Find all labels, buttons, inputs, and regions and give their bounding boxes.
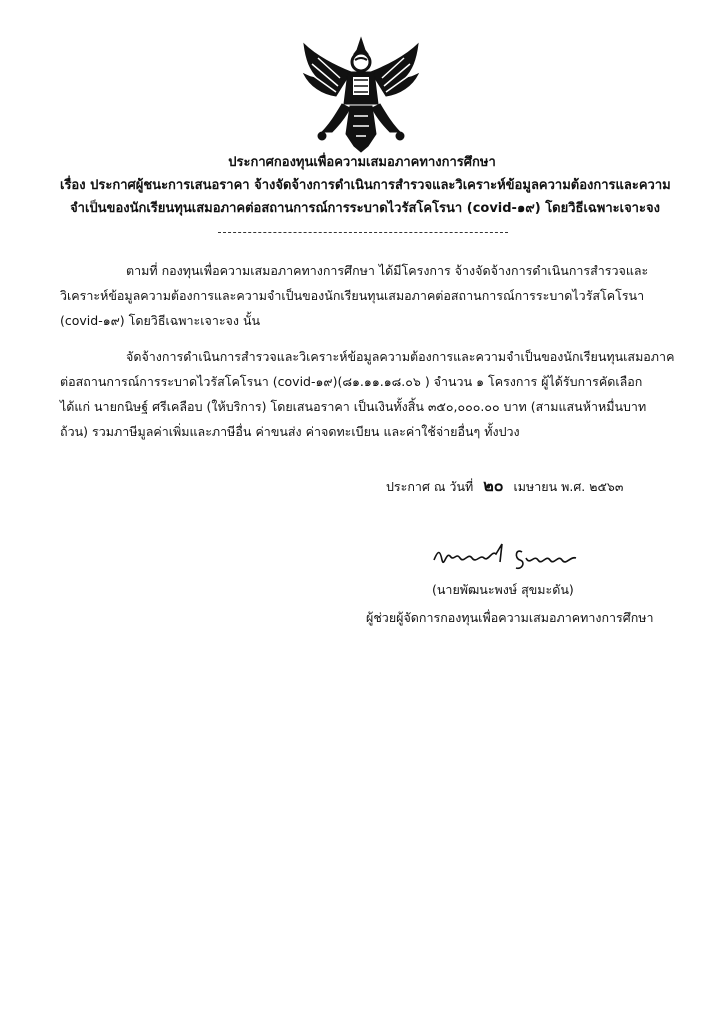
- dashed-divider: [218, 232, 508, 233]
- announce-prefix: ประกาศ ณ วันที่: [386, 479, 474, 494]
- announce-day: ๒๐: [483, 476, 504, 495]
- paragraph-2: [60, 344, 675, 444]
- paragraph-1: [60, 258, 670, 333]
- announcement-date: [386, 474, 623, 499]
- paragraph-2-line: ถ้วน) รวมภาษีมูลค่าเพิ่มและภาษีอื่น ค่าขนส่ง ค่าจดทะเบียน และค่าใช้จ่ายอื่นๆ ทั้งปวง: [60, 424, 520, 439]
- garuda-emblem-icon: [296, 36, 426, 154]
- paragraph-1-line: ตามที่ กองทุนเพื่อความเสมอภาคทางการศึกษา ได้มีโครงการ จ้างจัดจ้างการดำเนินการสำรวจและ: [126, 263, 649, 278]
- signer-name: (นายพัฒนะพงษ์ สุขมะดัน): [432, 582, 574, 597]
- paragraph-2-line: จัดจ้างการดำเนินการสำรวจและวิเคราะห์ข้อมูลความต้องการและความจำเป็นของนักเรียนทุนเสมอภาค: [126, 349, 675, 364]
- announce-month-year: เมษายน พ.ศ. ๒๕๖๓: [513, 479, 624, 494]
- signer-title: ผู้ช่วยผู้จัดการกองทุนเพื่อความเสมอภาคทางการศึกษา: [366, 610, 654, 625]
- organization-title: ประกาศกองทุนเพื่อความเสมอภาคทางการศึกษา: [228, 155, 496, 170]
- handwritten-signature: [430, 538, 580, 574]
- document-header: [0, 152, 724, 174]
- subject-line-2: จำเป็นของนักเรียนทุนเสมอภาคต่อสถานการณ์การระบาดไวรัสโคโรนา (covid-๑๙) โดยวิธีเฉพาะเจาะจง: [70, 201, 660, 216]
- subject-heading: [60, 174, 670, 220]
- paragraph-1-line: วิเคราะห์ข้อมูลความต้องการและความจำเป็นของนักเรียนทุนเสมอภาคต่อสถานการณ์การระบาดไวรัสโคโรนา: [60, 288, 645, 303]
- paragraph-1-line: (covid-๑๙) โดยวิธีเฉพาะเจาะจง นั้น: [60, 313, 261, 328]
- paragraph-2-line: ได้แก่ นายกนิษฐ์ ศรีเคลือบ (ให้บริการ) โดยเสนอราคา เป็นเงินทั้งสิ้น ๓๕๐,๐๐๐.๐๐ บาท (สามแสนห้าหมื่นบาท: [60, 399, 647, 414]
- subject-line-1: เรื่อง ประกาศผู้ชนะการเสนอราคา จ้างจัดจ้างการดำเนินการสำรวจและวิเคราะห์ข้อมูลความต้องการและความ: [60, 178, 671, 193]
- paragraph-2-line: ต่อสถานการณ์การระบาดไวรัสโคโรนา (covid-๑๙)(๘๑.๑๑.๑๘.๐๖ ) จำนวน ๑ โครงการ ผู้ได้รับการคัดเลือก: [60, 374, 643, 389]
